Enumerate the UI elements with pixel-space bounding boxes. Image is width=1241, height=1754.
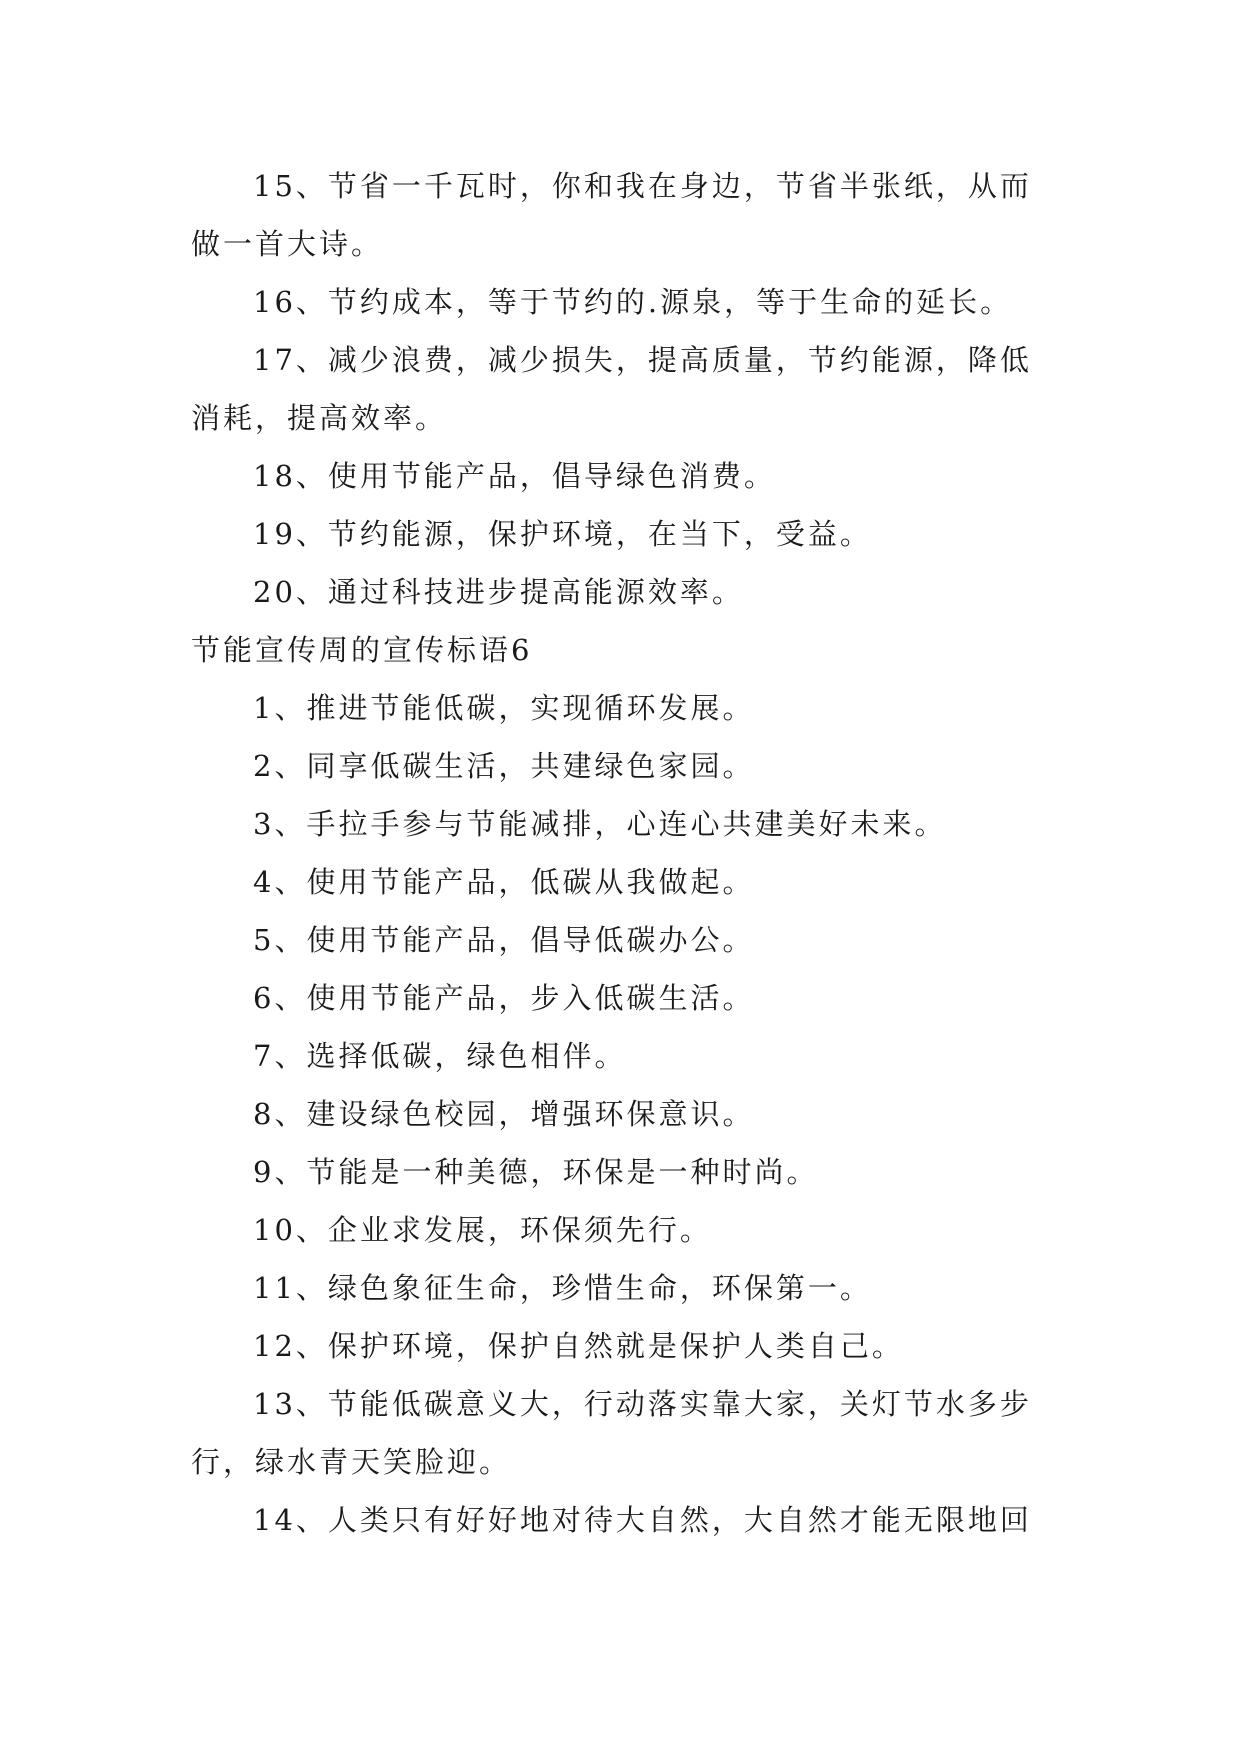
slogan-paragraph: 5、使用节能产品，倡导低碳办公。 <box>253 923 755 957</box>
slogan-paragraph: 2、同享低碳生活，共建绿色家园。 <box>253 749 755 783</box>
slogan-paragraph: 6、使用节能产品，步入低碳生活。 <box>253 981 755 1015</box>
document-body <box>191 157 1051 1549</box>
slogan-paragraph: 8、建设绿色校园，增强环保意识。 <box>253 1097 755 1131</box>
slogan-paragraph: 16、节约成本，等于节约的.源泉，等于生命的延长。 <box>253 285 1013 319</box>
slogan-paragraph: 4、使用节能产品，低碳从我做起。 <box>253 865 755 899</box>
slogan-paragraph: 20、通过科技进步提高能源效率。 <box>253 575 744 609</box>
slogan-paragraph: 14、人类只有好好地对待大自然，大自然才能无限地回 <box>253 1503 1032 1537</box>
slogan-paragraph: 18、使用节能产品，倡导绿色消费。 <box>253 459 776 493</box>
slogan-paragraph: 7、选择低碳，绿色相伴。 <box>253 1039 627 1073</box>
slogan-paragraph: 1、推进节能低碳，实现循环发展。 <box>253 691 755 725</box>
slogan-paragraph: 11、绿色象征生命，珍惜生命，环保第一。 <box>253 1271 872 1305</box>
slogan-paragraph: 15、节省一千瓦时，你和我在身边，节省半张纸，从而做一首大诗。 <box>191 169 1032 261</box>
section-heading: 节能宣传周的宣传标语6 <box>191 633 533 667</box>
slogan-paragraph: 12、保护环境，保护自然就是保护人类自己。 <box>253 1329 904 1363</box>
slogan-paragraph: 9、节能是一种美德，环保是一种时尚。 <box>253 1155 819 1189</box>
slogan-paragraph: 13、节能低碳意义大，行动落实靠大家，关灯节水多步行，绿水青天笑脸迎。 <box>191 1387 1032 1479</box>
slogan-paragraph: 3、手拉手参与节能减排，心连心共建美好未来。 <box>253 807 947 841</box>
slogan-paragraph: 19、节约能源，保护环境，在当下，受益。 <box>253 517 872 551</box>
slogan-paragraph: 17、减少浪费，减少损失，提高质量，节约能源，降低消耗，提高效率。 <box>191 343 1032 435</box>
slogan-paragraph: 10、企业求发展，环保须先行。 <box>253 1213 712 1247</box>
